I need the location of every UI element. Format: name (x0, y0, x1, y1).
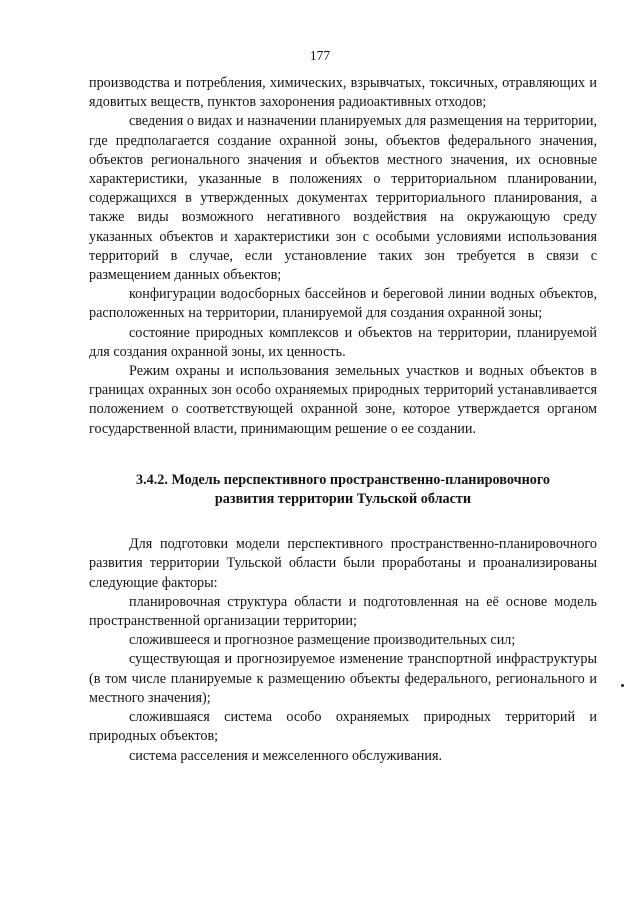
paragraph: сложившееся и прогнозное размещение производительных сил; (129, 632, 516, 649)
paragraph: существующая и прогнозируемое изменение транспортной инфраструктуры (в том числе планируемые к размещению объекты федерального, регионального и местного значения); (89, 651, 597, 706)
paragraph: Для подготовки модели перспективного пространственно-планировочного развития территории Тульской области были проработаны и проанализированы следующие факторы: (89, 536, 597, 591)
paragraphs-before-heading (89, 74, 597, 439)
scan-artifact-dot (621, 684, 624, 687)
section-heading-line-2: развития территории Тульской области (214, 491, 472, 508)
page-number: 177 (309, 48, 331, 63)
document-body (89, 74, 597, 766)
paragraph: производства и потребления, химических, взрывчатых, токсичных, отравляющих и ядовитых веществ, пунктов захоронения радиоактивных отходов; (89, 75, 597, 111)
paragraph: планировочная структура области и подготовленная на её основе модель пространственной организации территории; (89, 593, 597, 630)
section-heading-line-1: 3.4.2. Модель перспективного пространственно-планировочного (135, 471, 551, 488)
paragraphs-after-heading (89, 535, 597, 765)
paragraph: Режим охраны и использования земельных участков и водных объектов в границах охранных зон особо охраняемых природных территорий устанавливается положением о соответствующей охранной зоне, которое утверждается органом государственной власти, принимающим решение о ее создании. (89, 363, 597, 437)
paragraph: сложившаяся система особо охраняемых природных территорий и природных объектов; (89, 709, 597, 745)
section-heading (89, 471, 597, 509)
paragraph: состояние природных комплексов и объектов на территории, планируемой для создания охранной зоны, их ценность. (89, 324, 597, 360)
paragraph: система расселения и межселенного обслуживания. (129, 747, 443, 764)
paragraph: конфигурации водосборных бассейнов и береговой линии водных объектов, расположенных на территории, планируемой для создания охранной зоны; (89, 286, 597, 322)
paragraph: сведения о видах и назначении планируемых для размещения на территории, где предполагается создание охранной зоны, объектов федерального значения, объектов регионального значения и объектов местного значения, их основные характеристики, указанные в положениях о территориальном планировании, содержащихся в утвержденных документах территориального планирования, а также виды возможного негативного воздействия на окружающую среду указанных объектов и характеристики зон с особыми условиями использования территорий в случае, если установление таких зон требуется в связи с размещением данных объектов; (89, 113, 597, 284)
